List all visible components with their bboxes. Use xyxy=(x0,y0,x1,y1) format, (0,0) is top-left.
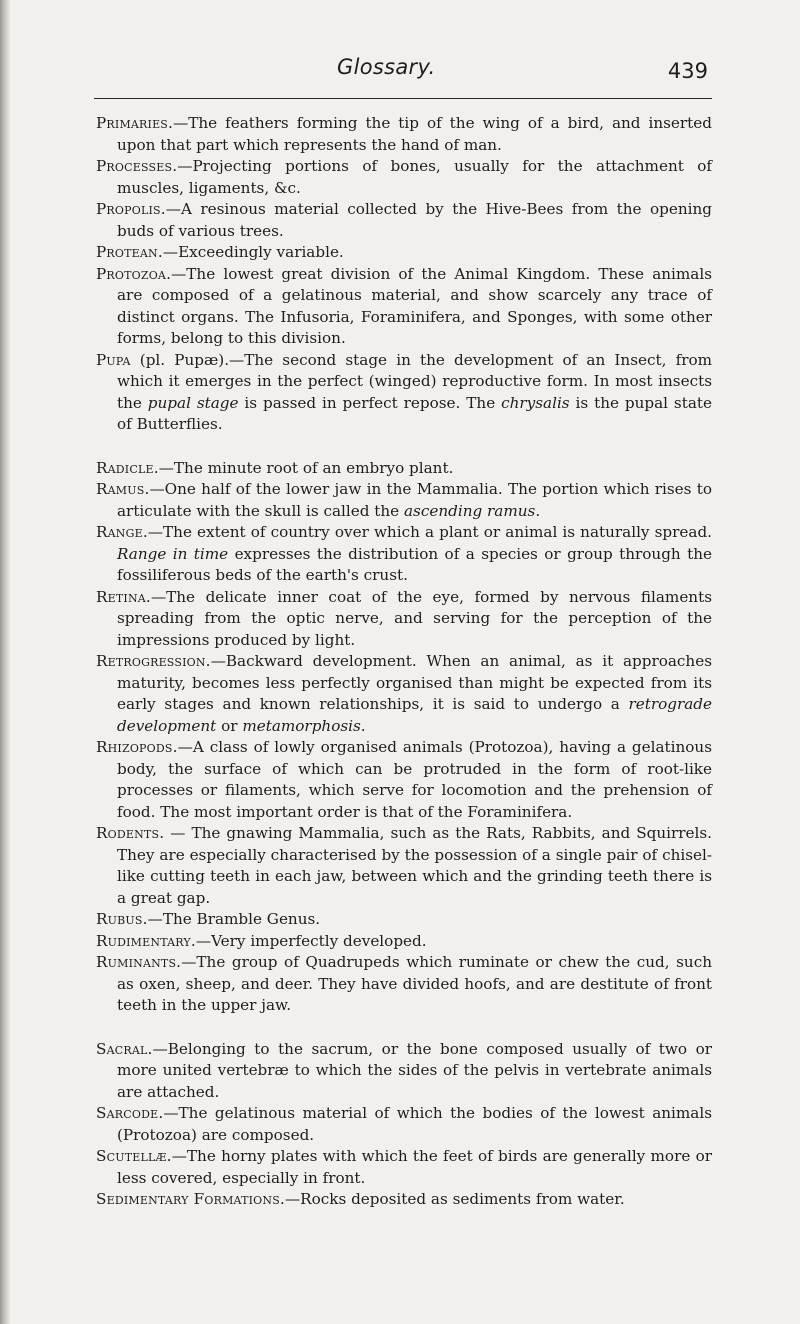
entry-term: Rubus. xyxy=(96,910,148,928)
entry-definition: —Exceedingly variable. xyxy=(162,243,344,261)
entry-definition: —The delicate inner coat of the eye, formed by nervous filaments spreading from the optic nerve, and serving for the perception of the impressions produced by light. xyxy=(117,587,712,649)
glossary-entry-protean xyxy=(96,242,712,264)
glossary-entry-ramus xyxy=(96,479,712,522)
entry-definition: —A class of lowly organised animals (Protozoa), having a gelatinous body, the surface of which can be protruded in the form of root-like processes or filaments, which serve for locomotion and the prehension of food. The most important order is that of the Foraminifera. xyxy=(117,738,712,821)
glossary-entry-range xyxy=(96,522,712,587)
glossary-entry-primaries xyxy=(96,113,712,156)
page-header xyxy=(94,55,712,93)
entry-term: Primaries. xyxy=(96,114,174,132)
entry-term: Radicle. xyxy=(96,458,159,477)
entry-term: Range. xyxy=(96,523,148,541)
entry-definition: —Very imperfectly developed. xyxy=(195,931,427,950)
entry-definition: —The group of Quadrupeds which ruminate or chew the cud, such as oxen, sheep, and deer. They have divided hoofs, and are destitute of front teeth in the upper jaw. xyxy=(117,953,712,1014)
entry-definition: —The Bramble Genus. xyxy=(147,910,321,928)
entry-definition: —The minute root of an embryo plant. xyxy=(158,458,454,477)
entry-definition: —The horny plates with which the feet of birds are generally more or less covered, especially in front. xyxy=(117,1147,712,1187)
entry-term: Sedimentary Formations. xyxy=(96,1190,285,1208)
running-title: Glossary. xyxy=(337,55,436,79)
entry-term: Ramus. xyxy=(96,480,150,498)
entry-definition: —The feathers forming the tip of the wing of a bird, and inserted upon that part which represents the hand of man. xyxy=(117,114,712,154)
glossary-entry-sedimentary-formations xyxy=(96,1189,712,1211)
entry-term: Propolis. xyxy=(96,200,166,218)
entry-term: Sarcode. xyxy=(96,1104,164,1122)
entry-term: Rodents. xyxy=(96,824,165,842)
entry-term: Sacral. xyxy=(96,1039,153,1058)
glossary-entry-scutellae xyxy=(96,1146,712,1189)
glossary-entry-rodents xyxy=(96,823,712,909)
glossary-entry-propolis xyxy=(96,199,712,242)
glossary-entry-rhizopods xyxy=(96,737,712,823)
glossary-entries xyxy=(96,113,712,1211)
glossary-entry-retina xyxy=(96,587,712,652)
entry-definition: —Backward development. When an animal, as it approaches maturity, becomes less perfectly organised than might be expected from its early stages and known relationships, it is said to undergo a retrograde development or metamorphosis. xyxy=(117,652,712,735)
entry-term: Scutellæ. xyxy=(96,1147,172,1165)
entry-definition: (pl. Pupæ).—The second stage in the development of an Insect, from which it emerges in the perfect (winged) reproductive form. In most insects the pupal stage is passed in perfect repose. The chrysalis is the pupal state of Butterflies. xyxy=(117,350,712,433)
entry-term: Retrogression. xyxy=(96,652,211,670)
entry-definition: —The lowest great division of the Animal Kingdom. These animals are composed of a gelatinous material, and show scarcely any trace of distinct organs. The Infusoria, Foraminifera, and Sponges, with some other forms, belong to this division. xyxy=(117,264,712,347)
entry-term: Rhizopods. xyxy=(96,738,178,756)
header-rule xyxy=(94,98,712,99)
glossary-entry-sacral xyxy=(96,1039,712,1104)
entry-term: Pupa xyxy=(96,350,131,369)
entry-definition: —Rocks deposited as sediments from water. xyxy=(284,1190,625,1208)
entry-term: Protean. xyxy=(96,243,163,261)
book-spine-shadow xyxy=(0,0,10,1324)
glossary-entry-sarcode xyxy=(96,1103,712,1146)
entry-definition: —Projecting portions of bones, usually for the attachment of muscles, ligaments, &c. xyxy=(117,157,712,197)
page-number: 439 xyxy=(667,59,708,83)
entry-term: Processes. xyxy=(96,157,178,175)
entry-term: Rudimentary. xyxy=(96,931,196,950)
glossary-entry-protozoa xyxy=(96,264,712,350)
entry-definition: —Belonging to the sacrum, or the bone composed usually of two or more united vertebræ to which the sides of the pelvis in vertebrate animals are attached. xyxy=(117,1039,712,1101)
glossary-entry-radicle xyxy=(96,458,712,480)
glossary-entry-processes xyxy=(96,156,712,199)
entry-definition: —The extent of country over which a plant or animal is naturally spread. Range in time expresses the distribution of a species or group through the fossiliferous beds of the earth's crust. xyxy=(117,523,712,584)
glossary-entry-rubus xyxy=(96,909,712,931)
entry-definition: —A resinous material collected by the Hive-Bees from the opening buds of various trees. xyxy=(117,200,712,240)
entry-definition: — The gnawing Mammalia, such as the Rats, Rabbits, and Squirrels. They are especially characterised by the possession of a single pair of chisel-like cutting teeth in each jaw, between which and the grinding teeth there is a great gap. xyxy=(117,824,712,907)
entry-definition: —The gelatinous material of which the bodies of the lowest animals (Protozoa) are composed. xyxy=(117,1104,712,1144)
glossary-entry-rudimentary xyxy=(96,931,712,953)
entry-term: Ruminants. xyxy=(96,953,182,971)
glossary-entry-pupa xyxy=(96,350,712,436)
glossary-entry-retrogression xyxy=(96,651,712,737)
entry-definition: —One half of the lower jaw in the Mammalia. The portion which rises to articulate with the skull is called the ascending ramus. xyxy=(117,480,712,520)
glossary-entry-ruminants xyxy=(96,952,712,1017)
entry-term: Protozoa. xyxy=(96,264,172,283)
entry-term: Retina. xyxy=(96,587,151,606)
